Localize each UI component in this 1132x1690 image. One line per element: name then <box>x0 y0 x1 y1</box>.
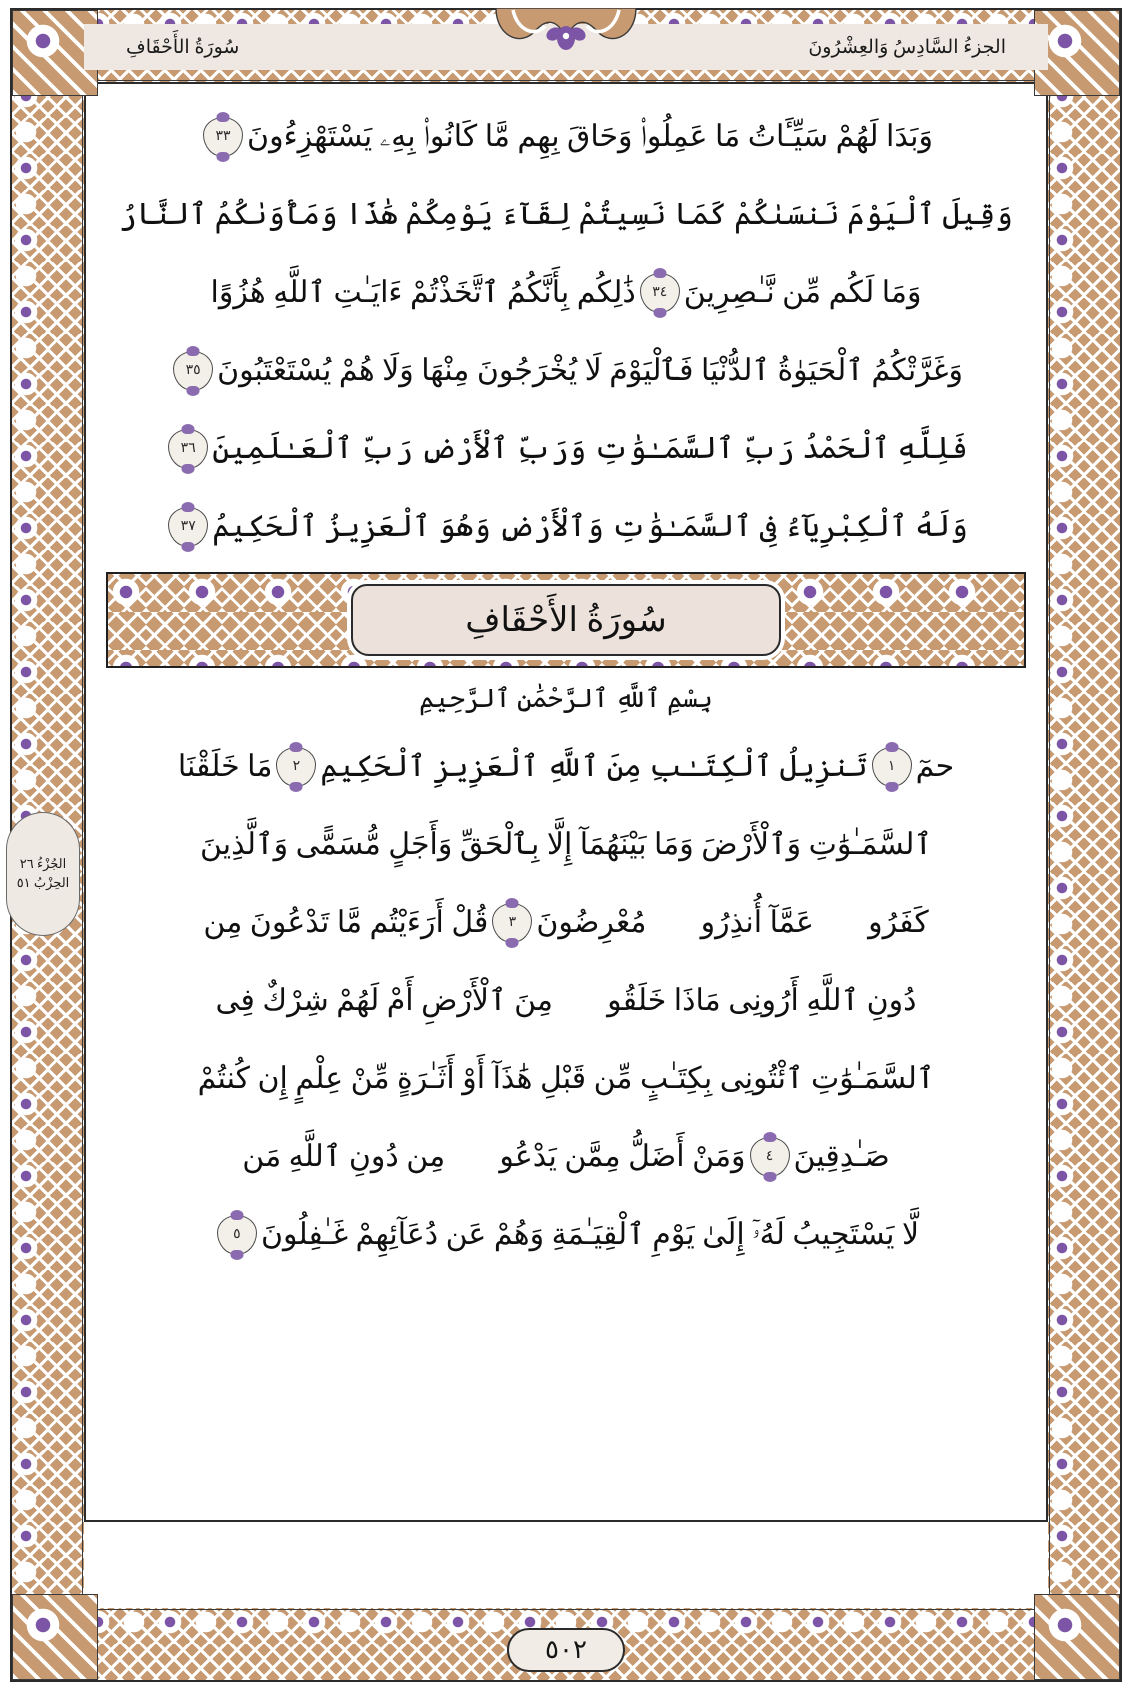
page-header <box>84 24 1048 70</box>
aya-number-marker <box>872 747 912 787</box>
quran-text-frame <box>84 82 1048 1522</box>
quran-line <box>104 884 1028 962</box>
aya-text: قُلْ أَرَءَيْتُم مَّا تَدْعُونَ مِن <box>203 906 489 939</box>
aya-number: ٣٥ <box>185 363 201 378</box>
header-surah-label: سُورَةُ الأَحْقَافِ <box>126 36 240 58</box>
quran-line <box>104 488 1028 566</box>
aya-number-marker <box>168 429 208 469</box>
ornamental-band-right <box>1048 10 1120 1680</box>
juz-hizb-side-marker <box>6 812 80 936</box>
aya-number: ٣٣ <box>215 129 231 144</box>
aya-text: كَفَرُوا۟ عَمَّآ أُنذِرُوا۟ مُعْرِضُونَ <box>536 906 929 939</box>
quran-line <box>104 728 1028 806</box>
aya-text: صَـٰدِقِينَ <box>793 1140 890 1173</box>
aya-number-marker <box>203 117 243 157</box>
quran-text-lines <box>104 98 1028 1506</box>
aya-text: وَبَدَا لَهُمْ سَيِّـَٔاتُ مَا عَمِلُوا۟ وَحَاقَ بِهِم مَّا كَانُوا۟ بِهِۦ يَسْتَهْزِءُونَ <box>247 120 933 153</box>
aya-number-marker <box>173 351 213 391</box>
aya-number-marker <box>276 747 316 787</box>
aya-number: ١ <box>887 759 896 774</box>
aya-number-marker <box>750 1137 790 1177</box>
quran-line <box>104 1118 1028 1196</box>
aya-text: حمٓ <box>915 750 955 783</box>
aya-text: دُونِ ٱللَّهِ أَرُونِى مَاذَا خَلَقُوا۟ مِنَ ٱلْأَرْضِ أَمْ لَهُمْ شِرْكٌ فِى <box>215 984 917 1017</box>
quran-line <box>104 1040 1028 1118</box>
aya-number: ٣٤ <box>652 285 668 300</box>
aya-text: تَنزِيلُ ٱلْكِتَـٰبِ مِنَ ٱللَّهِ ٱلْعَزِيزِ ٱلْحَكِيمِ <box>320 750 868 783</box>
aya-number-marker <box>492 903 532 943</box>
aya-text: وَمَنْ أَضَلُّ مِمَّن يَدْعُوا۟ مِن دُونِ ٱللَّهِ مَن <box>242 1140 746 1173</box>
page-number: ٥٠٢ <box>545 1635 587 1664</box>
juz-number-label: الجُزْءُ ٢٦ <box>19 856 67 872</box>
quran-line <box>104 806 1028 884</box>
aya-text: وَغَرَّتْكُمُ ٱلْحَيَوٰةُ ٱلدُّنْيَا فَٱلْيَوْمَ لَا يُخْرَجُونَ مِنْهَا وَلَا هُمْ يُسْتَعْتَبُونَ <box>217 354 963 387</box>
quran-line <box>104 332 1028 410</box>
aya-text: ذَٰلِكُم بِأَنَّكُمُ ٱتَّخَذْتُمْ ءَايَـٰتِ ٱللَّهِ هُزُوًا <box>210 276 636 309</box>
quran-line <box>104 176 1028 254</box>
aya-text: فَلِلَّهِ ٱلْحَمْدُ رَبِّ ٱلسَّمَـٰوَٰتِ وَرَبِّ ٱلْأَرْضِ رَبِّ ٱلْعَـٰلَمِينَ <box>212 432 968 465</box>
aya-number-marker <box>217 1215 257 1255</box>
aya-text: وَقِيلَ ٱلْيَوْمَ نَنسَىٰكُمْ كَمَا نَسِيتُمْ لِقَآءَ يَوْمِكُمْ هَٰذَا وَمَأْوَىٰكُمُ ٱلنَّارُ <box>119 198 1013 231</box>
aya-text: وَمَا لَكُم مِّن نَّـٰصِرِينَ <box>683 276 922 309</box>
aya-number: ٣٦ <box>180 441 196 456</box>
quran-line <box>104 962 1028 1040</box>
aya-text: ٱلسَّمَـٰوَٰتِ ٱئْتُونِى بِكِتَـٰبٍ مِّن قَبْلِ هَٰذَآ أَوْ أَثَـٰرَةٍ مِّنْ عِلْمٍ إِن كُنتُمْ <box>197 1062 935 1095</box>
aya-number-marker <box>168 507 208 547</box>
quran-line <box>104 98 1028 176</box>
page-number-badge <box>507 1628 625 1672</box>
juz-marker-text <box>17 855 70 893</box>
aya-text: مَا خَلَقْنَا <box>177 750 273 783</box>
surah-title-cartouche <box>351 584 781 656</box>
surah-header-banner <box>106 572 1026 668</box>
header-juz-label: الجزءُ السَّادِسُ وَالعِشْرُونَ <box>808 36 1006 58</box>
quran-line <box>104 410 1028 488</box>
aya-number-marker <box>640 273 680 313</box>
basmala-line: بِسْمِ ٱللَّهِ ٱلرَّحْمَٰنِ ٱلرَّحِيمِ <box>419 684 713 713</box>
aya-text: لَّا يَسْتَجِيبُ لَهُۥٓ إِلَىٰ يَوْمِ ٱلْقِيَـٰمَةِ وَهُمْ عَن دُعَآئِهِمْ غَـٰفِلُونَ <box>260 1218 920 1251</box>
quran-line <box>104 254 1028 332</box>
corner-ornament-bottom-left <box>12 1594 98 1680</box>
aya-text: وَلَهُ ٱلْكِبْرِيَآءُ فِى ٱلسَّمَـٰوَٰتِ وَٱلْأَرْضِ وَهُوَ ٱلْعَزِيزُ ٱلْحَكِيمُ <box>212 510 968 543</box>
surah-title: سُورَةُ الأَحْقَافِ <box>465 602 667 639</box>
corner-ornament-bottom-right <box>1034 1594 1120 1680</box>
quran-line <box>104 1196 1028 1274</box>
aya-text: ٱلسَّمَـٰوَٰتِ وَٱلْأَرْضَ وَمَا بَيْنَهُمَآ إِلَّا بِٱلْحَقِّ وَأَجَلٍ مُّسَمًّى وَٱلَّذِينَ <box>199 828 933 861</box>
hizb-number-label: الحِزْبُ ٥١ <box>16 875 70 890</box>
aya-number: ٣ <box>508 915 517 930</box>
aya-number: ٤ <box>765 1149 774 1164</box>
aya-number: ٥ <box>233 1227 241 1242</box>
aya-number: ٣٧ <box>180 519 196 534</box>
aya-number: ٢ <box>292 759 301 774</box>
